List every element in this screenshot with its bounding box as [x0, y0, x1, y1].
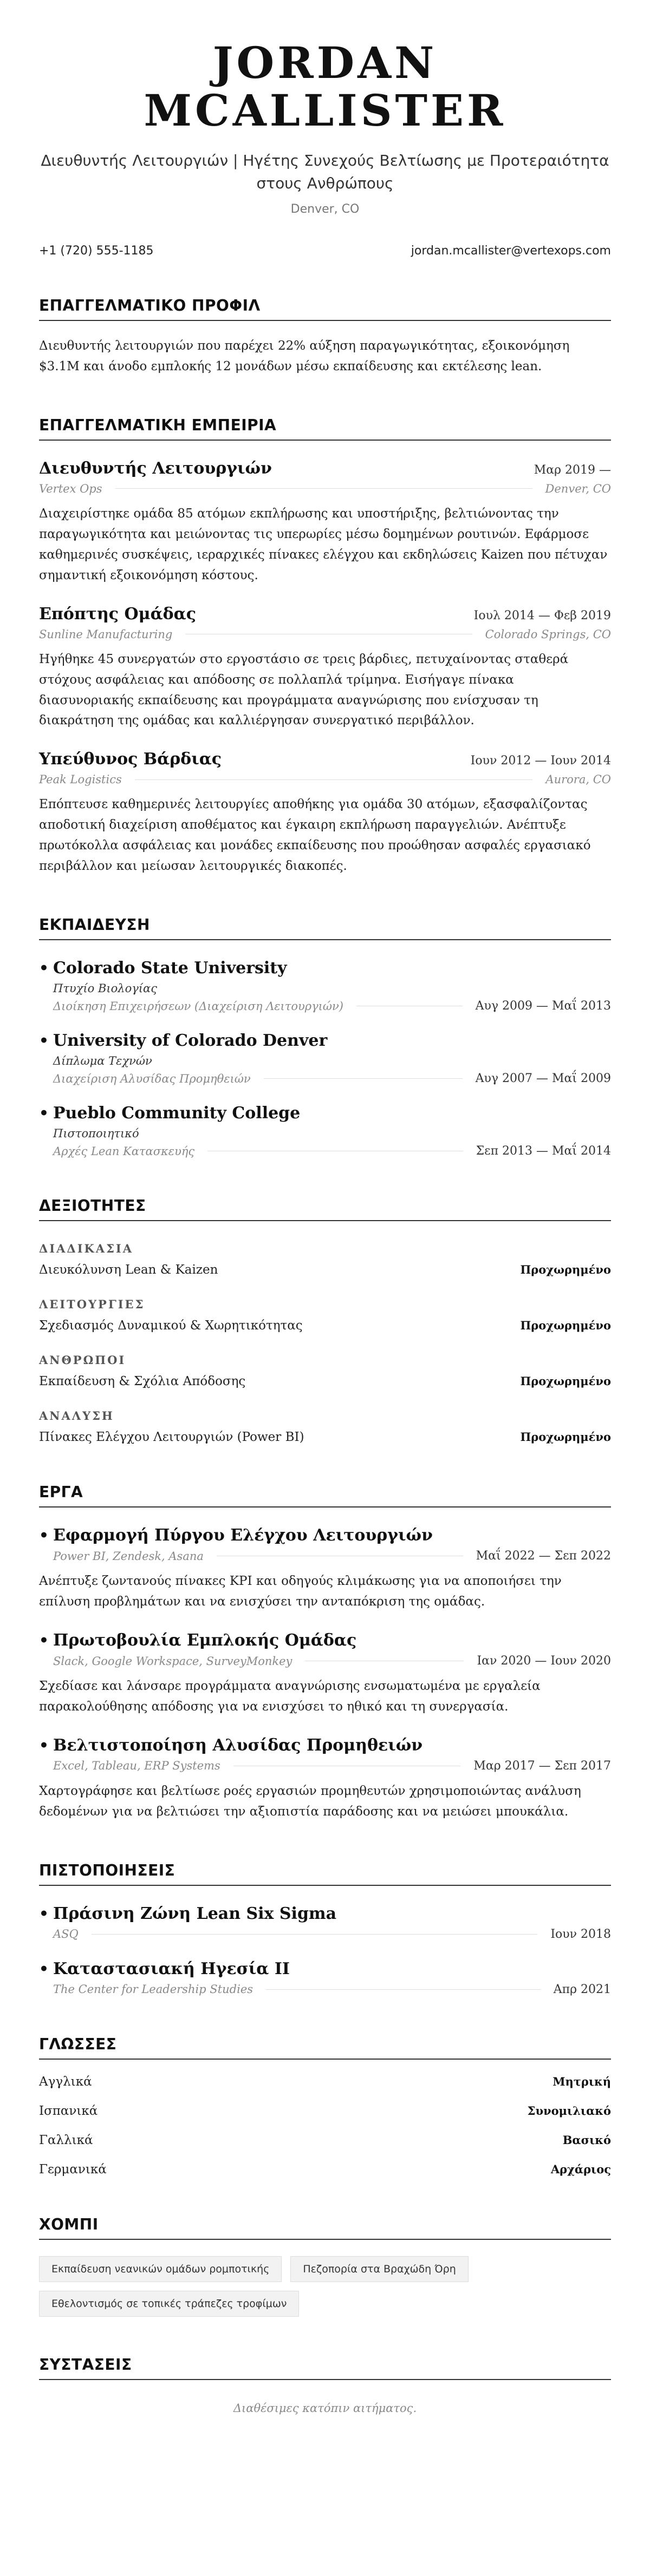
education-dates: Σεπ 2013 — Μαΐ 2014 — [476, 1144, 611, 1158]
language-row — [39, 2075, 611, 2089]
skill-group — [39, 1242, 611, 1277]
job-company: Sunline Manufacturing — [39, 627, 173, 641]
section-title: ΔΕΞΙΟΤΗΤΕΣ — [39, 1197, 611, 1221]
job-description: Διαχειρίστηκε ομάδα 85 ατόμων εκπλήρωσης και υποστήριξης, βελτιώνοντας την παραγωγικότητα και μειώνοντας τις υπερωρίες μέσω δομημένων ρουτινών. Εφάρμοσε καθημερινές συσκέψεις, ιεραρχικές πίνακες ελέγχου και εκδηλώσεις Kaizen που πέτυχαν σημαντική εξοικονόμηση κόστους. — [39, 506, 608, 582]
education-entry — [39, 1031, 611, 1085]
skill-name: Διευκόλυνση Lean & Kaizen — [39, 1263, 218, 1277]
profile-section — [39, 297, 611, 377]
job-role: Επόπτης Ομάδας — [39, 604, 197, 624]
section-title: ΕΡΓΑ — [39, 1483, 611, 1507]
certification-entry — [39, 1904, 611, 1941]
language-name: Ισπανικά — [39, 2103, 98, 2118]
certification-date: Ιουν 2018 — [550, 1927, 611, 1941]
certification-name: Καταστασιακή Ηγεσία II — [53, 1959, 290, 1978]
divider — [92, 1934, 538, 1935]
certification-name: Πράσινη Ζώνη Lean Six Sigma — [53, 1904, 337, 1923]
skills-section — [39, 1197, 611, 1444]
experience-section — [39, 416, 611, 877]
candidate-location: Denver, CO — [290, 202, 360, 216]
language-name: Γερμανικά — [39, 2162, 107, 2177]
school-name: Colorado State University — [53, 959, 287, 978]
hobby-tag: Εθελοντισμός σε τοπικές τράπεζες τροφίμων — [39, 2291, 299, 2317]
skill-name: Πίνακες Ελέγχου Λειτουργιών (Power BI) — [39, 1430, 304, 1445]
phone-number[interactable]: +1 (720) 555-1185 — [39, 244, 154, 258]
section-title: ΕΠΑΓΓΕΛΜΑΤΙΚΗ ΕΜΠΕΙΡΙΑ — [39, 416, 611, 441]
section-title: ΧΟΜΠΙ — [39, 2216, 611, 2240]
project-name: Βελτιστοποίηση Αλυσίδας Προμηθειών — [53, 1735, 423, 1755]
job-company: Vertex Ops — [39, 482, 102, 495]
section-title: ΓΛΩΣΣΕΣ — [39, 2035, 611, 2060]
job-role: Διευθυντής Λειτουργιών — [39, 458, 272, 478]
skill-category: ΑΝΑΛΥΣΗ — [39, 1409, 114, 1423]
divider — [264, 1078, 463, 1079]
bullet-icon: • — [39, 1104, 49, 1123]
section-title: ΣΥΣΤΑΣΕΙΣ — [39, 2356, 611, 2380]
language-row — [39, 2162, 611, 2177]
job-entry — [39, 750, 611, 877]
education-entry — [39, 959, 611, 1013]
project-dates: Ιαν 2020 — Ιουν 2020 — [477, 1654, 611, 1668]
job-entry — [39, 605, 611, 732]
project-entry — [39, 1631, 611, 1718]
language-level: Αρχάριος — [550, 2162, 611, 2176]
field-of-study: Διοίκηση Επιχειρήσεων (Διαχείριση Λειτουργιών) — [53, 999, 343, 1013]
job-dates: Ιουν 2012 — Ιουν 2014 — [470, 754, 611, 768]
degree: Πτυχίο Βιολογίας — [53, 982, 157, 995]
certifications-section — [39, 1861, 611, 1996]
project-tools: Excel, Tableau, ERP Systems — [53, 1759, 220, 1773]
hobbies-section — [39, 2216, 611, 2317]
skill-level: Προχωρημένο — [520, 1374, 611, 1388]
project-description: Χαρτογράφησε και βελτίωσε ροές εργασιών προμηθευτών χρησιμοποιώντας ανάλυση δεδομένων για να βελτιώσει την αξιοπιστία παράδοσης και να μειώσει μπουκάλια. — [39, 1784, 581, 1819]
section-title: ΠΙΣΤΟΠΟΙΗΣΕΙΣ — [39, 1861, 611, 1886]
school-name: University of Colorado Denver — [53, 1031, 328, 1051]
project-tools: Power BI, Zendesk, Asana — [53, 1549, 204, 1563]
job-dates: Μαρ 2019 — — [534, 463, 611, 477]
school-name: Pueblo Community College — [53, 1104, 301, 1123]
projects-section — [39, 1483, 611, 1823]
job-dates: Ιουλ 2014 — Φεβ 2019 — [473, 608, 611, 622]
degree: Πιστοποιητικό — [53, 1127, 139, 1140]
contact-row — [39, 244, 611, 258]
bullet-icon: • — [39, 1032, 49, 1050]
education-section — [39, 916, 611, 1158]
hobby-tag: Εκπαίδευση νεανικών ομάδων ρομποτικής — [39, 2256, 282, 2282]
profile-summary: Διευθυντής λειτουργιών που παρέχει 22% αύξηση παραγωγικότητας, εξοικονόμηση $3.1M και άνοδο εμπλοκής 12 μονάδων μέσω εκπαίδευσης και εκτέλεσης lean. — [39, 339, 570, 373]
hobby-tag: Πεζοπορία στα Βραχώδη Όρη — [290, 2256, 468, 2282]
project-name: Εφαρμογή Πύργου Ελέγχου Λειτουργιών — [53, 1526, 433, 1545]
language-name: Γαλλικά — [39, 2133, 93, 2147]
section-title: ΕΠΑΓΓΕΛΜΑΤΙΚΟ ΠΡΟΦΙΛ — [39, 297, 611, 321]
certification-issuer: The Center for Leadership Studies — [53, 1983, 253, 1996]
skill-name: Σχεδιασμός Δυναμικού & Χωρητικότητας — [39, 1319, 303, 1333]
language-level: Συνομιλιακό — [527, 2103, 611, 2118]
skill-level: Προχωρημένο — [520, 1263, 611, 1277]
language-level: Μητρική — [552, 2074, 611, 2088]
bullet-icon: • — [39, 1631, 49, 1649]
languages-section — [39, 2035, 611, 2177]
skill-category: ΛΕΙΤΟΥΡΓΙΕΣ — [39, 1297, 145, 1312]
job-description: Ηγήθηκε 45 συνεργατών στο εργοστάσιο σε τρεις βάρδιες, πετυχαίνοντας σταθερά στόχους ασφάλειας και απόδοσης σε πολλαπλά τρίμηνα. Εισήγαγε πίνακα διασυνοριακής εκπαίδευσης και προγράμματα αναγνώρισης που ενίσχυσαν τη διακράτηση της ομάδας και καλλιέργησαν συνεργατικό περιβάλλον. — [39, 652, 569, 728]
divider — [266, 1989, 541, 1990]
hobby-tags — [39, 2256, 611, 2317]
skill-level: Προχωρημένο — [520, 1319, 611, 1333]
skill-group — [39, 1297, 611, 1333]
degree: Δίπλωμα Τεχνών — [53, 1054, 152, 1068]
project-description: Σχεδίασε και λάνσαρε προγράμματα αναγνώρισης ενσωματωμένα με εργαλεία παρακολούθησης απόδοσης για να ενισχύσει το ηθικό και τη συνεργασία. — [39, 1679, 541, 1714]
skill-level: Προχωρημένο — [520, 1430, 611, 1444]
language-level: Βασικό — [562, 2133, 611, 2147]
skill-category: ΑΝΘΡΩΠΟΙ — [39, 1353, 126, 1367]
job-description: Επόπτευσε καθημερινές λειτουργίες αποθήκης για ομάδα 30 ατόμων, εξασφαλίζοντας αποδοτική διαχείριση αποθέματος και έγκαιρη εκπλήρωση παραγγελιών. Ανέπτυξε πρωτόκολλα ασφάλειας και μονάδες εκπαίδευσης που προώθησαν ασφαλές εργασιακό περιβάλλον και μείωσαν λειτουργικές διακοπές. — [39, 797, 591, 874]
bullet-icon: • — [39, 1904, 49, 1923]
language-row — [39, 2104, 611, 2118]
job-role: Υπεύθυνος Βάρδιας — [39, 750, 222, 769]
resume-header — [39, 39, 611, 258]
certification-issuer: ASQ — [53, 1928, 79, 1941]
project-entry — [39, 1526, 611, 1613]
skill-group — [39, 1409, 611, 1444]
language-name: Αγγλικά — [39, 2074, 92, 2089]
references-section — [39, 2356, 611, 2415]
candidate-name: JORDAN MCALLISTER — [144, 37, 506, 136]
field-of-study: Αρχές Lean Κατασκευής — [53, 1144, 195, 1158]
bullet-icon: • — [39, 1736, 49, 1754]
project-name: Πρωτοβουλία Εμπλοκής Ομάδας — [53, 1631, 357, 1650]
divider — [135, 779, 533, 780]
references-note: Διαθέσιμες κατόπιν αιτήματος. — [233, 2401, 417, 2415]
section-title: ΕΚΠΑΙΔΕΥΣΗ — [39, 916, 611, 940]
project-dates: Μαρ 2017 — Σεπ 2017 — [473, 1759, 611, 1773]
candidate-headline: Διευθυντής Λειτουργιών | Ηγέτης Συνεχούς Βελτίωσης με Προτεραιότητα στους Ανθρώπους — [41, 152, 609, 192]
email-address[interactable]: jordan.mcallister@vertexops.com — [411, 244, 611, 258]
education-entry — [39, 1104, 611, 1158]
project-entry — [39, 1736, 611, 1823]
bullet-icon: • — [39, 1526, 49, 1545]
bullet-icon: • — [39, 959, 49, 978]
field-of-study: Διαχείριση Αλυσίδας Προμηθειών — [53, 1072, 251, 1085]
bullet-icon: • — [39, 1959, 49, 1978]
job-location: Colorado Springs, CO — [485, 627, 611, 641]
skill-group — [39, 1353, 611, 1388]
project-dates: Μαΐ 2022 — Σεπ 2022 — [476, 1549, 611, 1563]
project-tools: Slack, Google Workspace, SurveyMonkey — [53, 1654, 292, 1668]
certification-entry — [39, 1959, 611, 1996]
skill-name: Εκπαίδευση & Σχόλια Απόδοσης — [39, 1374, 246, 1389]
project-description: Ανέπτυξε ζωντανούς πίνακες KPI και οδηγούς κλιμάκωσης για να αποποιήσει την επίλυση προβλημάτων και να ενισχύσει την ανταπόκριση της ομάδας. — [39, 1574, 562, 1609]
job-entry — [39, 459, 611, 586]
education-dates: Αυγ 2007 — Μαΐ 2009 — [475, 1072, 611, 1086]
skill-category: ΔΙΑΔΙΚΑΣΙΑ — [39, 1242, 134, 1256]
job-company: Peak Logistics — [39, 773, 122, 786]
divider — [115, 488, 532, 489]
job-location: Denver, CO — [545, 482, 611, 495]
education-dates: Αυγ 2009 — Μαΐ 2013 — [475, 999, 611, 1013]
job-location: Aurora, CO — [545, 773, 611, 786]
certification-date: Απρ 2021 — [553, 1982, 611, 1996]
language-row — [39, 2133, 611, 2147]
